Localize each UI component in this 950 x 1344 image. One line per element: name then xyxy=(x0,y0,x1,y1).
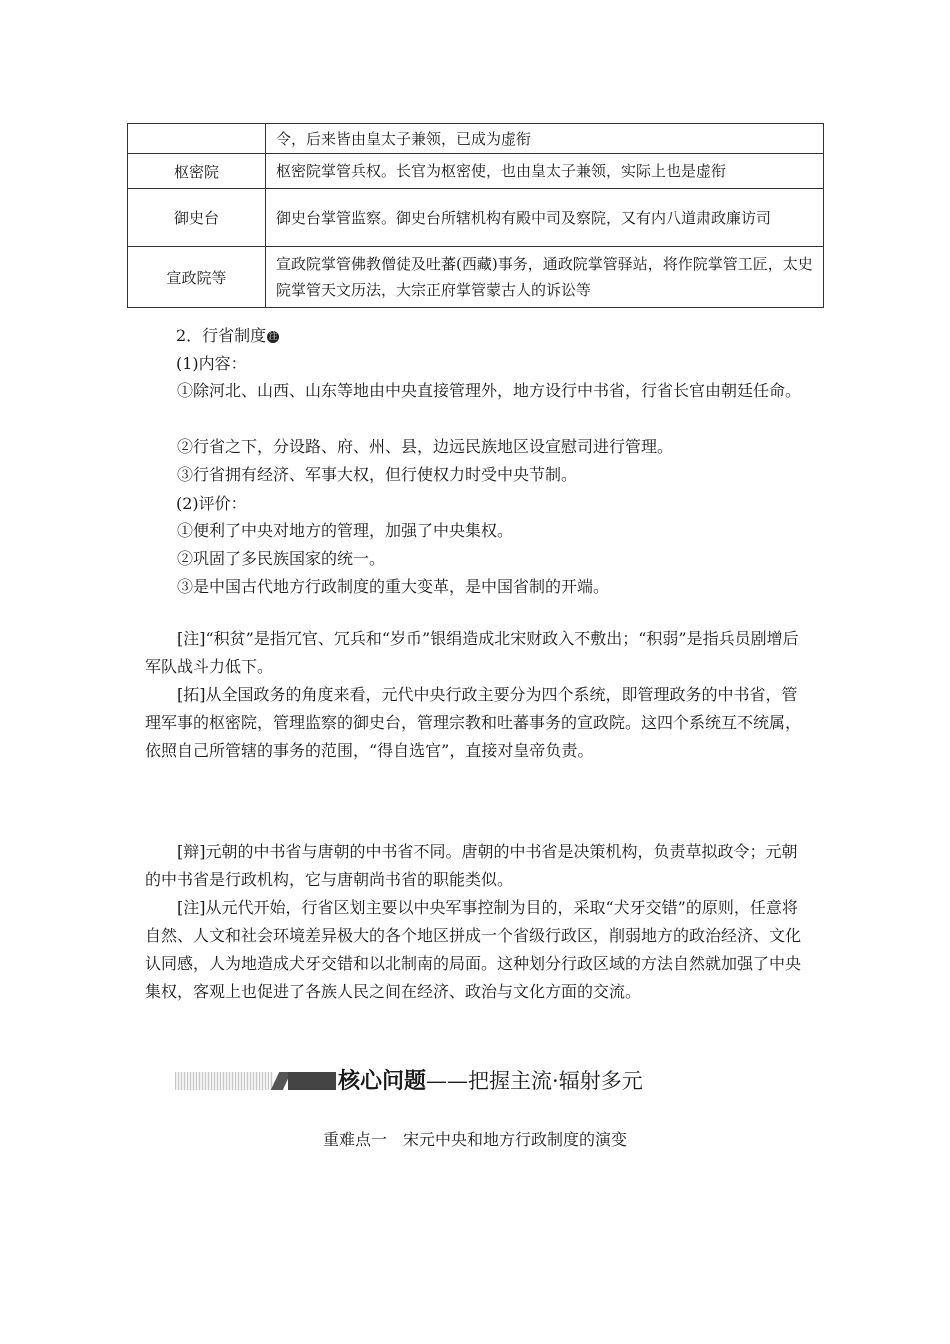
banner-title xyxy=(338,1064,643,1099)
institution-desc-cell: 御史台掌管监察。御史台所辖机构有殿中司及察院，又有内八道肃政廉访司 xyxy=(266,189,824,247)
eval-item-3: ③是中国古代地方行政制度的重大变革，是中国省制的开端。 xyxy=(177,577,610,596)
institution-desc-cell: 宣政院掌管佛教僧徒及吐蕃(西藏)事务，通政院掌管驿站，将作院掌管工匠，太史院掌管天文历法，大宗正府掌管蒙古人的诉讼等 xyxy=(266,247,824,308)
note-jipin-jiruo: [注]“积贫”是指冗官、冗兵和“岁币”银绢造成北宋财政入不敷出；“积弱”是指兵员剧增后军队战斗力低下。 xyxy=(145,629,799,676)
eval-item-1: ①便利了中央对地方的管理，加强了中央集权。 xyxy=(177,521,514,540)
content-item-2: ②行省之下，分设路、府、州、县，边远民族地区设宣慰司进行管理。 xyxy=(177,437,674,456)
banner-subtitle: ——把握主流·辐射多元 xyxy=(426,1069,643,1093)
banner-bar-decoration xyxy=(288,1072,336,1090)
table-row xyxy=(128,124,824,154)
section-heading-text: 2．行省制度 xyxy=(176,326,267,345)
core-issue-banner xyxy=(175,1064,675,1098)
institution-name-cell: 宣政院等 xyxy=(128,247,266,308)
banner-title-main: 核心问题 xyxy=(338,1069,427,1094)
institution-desc-cell: 枢密院掌管兵权。长官为枢密使，也由皇太子兼领，实际上也是虚衔 xyxy=(266,154,824,189)
note-quanya-jiaocuo: [注]从元代开始，行省区划主要以中央军事控制为目的，采取“犬牙交错”的原则，任意将自然、人文和社会环境差异极大的各个地区拼成一个省级行政区，削弱地方的政治经济、文化认同感，人为地造成犬牙交错和以北制南的局面。这种划分行政区域的方法自然就加强了中央集权，客观上也促进了各族人民之间在经济、政治与文化方面的交流。 xyxy=(145,898,802,1001)
extension-four-systems: [拓]从全国政务的角度来看，元代中央行政主要分为四个系统，即管理政务的中书省，管理军事的枢密院，管理监察的御史台，管理宗教和吐蕃事务的宣政院。这四个系统互不统属，依照自己所管辖的事务的范围，“得自选官”，直接对皇帝负责。 xyxy=(145,685,802,760)
table-row xyxy=(128,154,824,189)
institution-name-cell: 枢密院 xyxy=(128,154,266,189)
section-heading-province xyxy=(176,323,279,346)
content-item-1: ①除河北、山西、山东等地由中央直接管理外，地方设行中书省，行省长官由朝廷任命。 xyxy=(177,381,802,400)
institution-name-cell: 御史台 xyxy=(128,189,266,247)
content-item-3: ③行省拥有经济、军事大权，但行使权力时受中央节制。 xyxy=(177,465,578,484)
institutions-table xyxy=(127,123,824,308)
table-row xyxy=(128,189,824,247)
table-row xyxy=(128,247,824,308)
content-label: (1)内容： xyxy=(176,354,247,373)
debate-zhongshusheng: [辩]元朝的中书省与唐朝的中书省不同。唐朝的中书省是决策机构，负责草拟政令；元朝的中书省是行政机构，它与唐朝尚书省的职能类似。 xyxy=(145,842,798,889)
institution-name-cell xyxy=(128,124,266,154)
key-point-heading: 重难点一 宋元中央和地方行政制度的演变 xyxy=(322,1130,627,1149)
eval-label: (2)评价： xyxy=(176,494,247,513)
annotation-marker-icon[interactable]: 注 xyxy=(268,332,278,342)
banner-hatch-decoration xyxy=(175,1072,273,1090)
institution-desc-cell: 令，后来皆由皇太子兼领，已成为虚衔 xyxy=(266,124,824,154)
eval-item-2: ②巩固了多民族国家的统一。 xyxy=(177,549,386,568)
